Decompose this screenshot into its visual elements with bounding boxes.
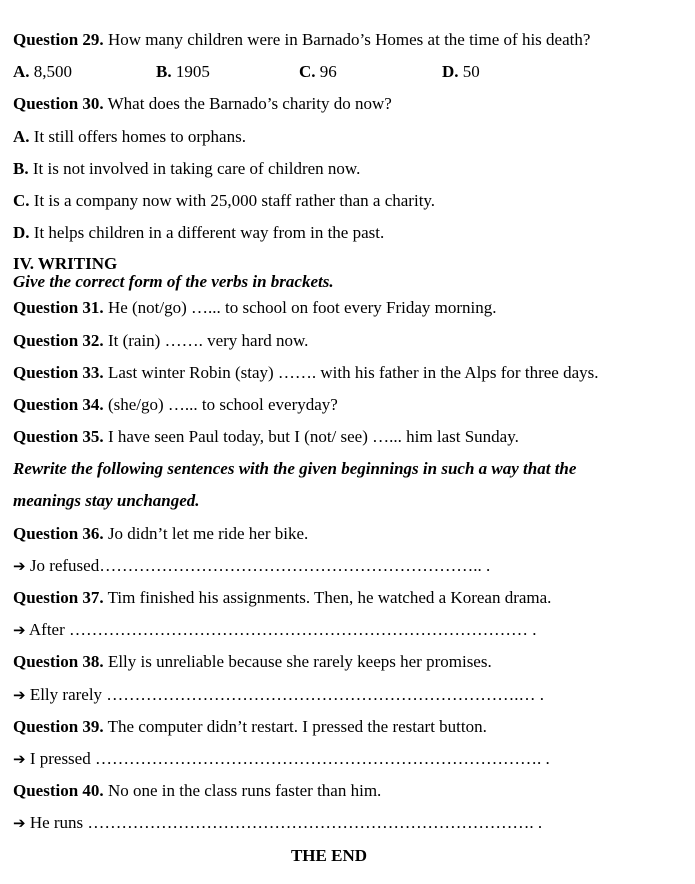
question-37 — [13, 582, 683, 614]
question-text: (she/go) …... to school everyday? — [103, 394, 338, 414]
question-text: It (rain) ……. very hard now. — [103, 330, 309, 350]
question-label: Question 34. — [13, 394, 104, 414]
question-label: Question 39. — [13, 716, 104, 736]
option-letter: C. — [299, 62, 316, 82]
question-text: Tim finished his assignments. Then, he watched a Korean drama. — [103, 588, 552, 607]
option-text: 8,500 — [29, 62, 73, 82]
question-text: What does the Barnado’s charity do now? — [103, 94, 392, 114]
option-text: It is not involved in taking care of children now. — [28, 158, 361, 178]
option-text: It still offers homes to orphans. — [29, 126, 246, 146]
question-35 — [13, 421, 683, 453]
arrow-right-icon: ➔ — [13, 556, 26, 575]
question-30-option-b — [13, 153, 683, 185]
question-text: The computer didn’t restart. I pressed the restart button. — [103, 716, 487, 736]
option-letter: A. — [13, 62, 30, 82]
question-text: Jo didn’t let me ride her bike. — [103, 523, 309, 543]
option-c — [299, 56, 442, 88]
question-30 — [13, 88, 683, 120]
question-label: Question 35. — [13, 427, 104, 447]
question-29 — [13, 24, 683, 56]
question-text: How many children were in Barnado’s Homes at the time of his death? — [103, 30, 591, 49]
question-label: Question 40. — [13, 781, 104, 801]
question-39 — [13, 711, 683, 743]
instruction-verbs: Give the correct form of the verbs in brackets. — [13, 272, 334, 292]
question-29-options — [13, 56, 683, 88]
question-label: Question 32. — [13, 330, 104, 350]
question-38 — [13, 646, 683, 678]
answer-prompt: He runs ……………………………………………………………………. . — [25, 813, 543, 833]
option-letter: B. — [13, 158, 29, 178]
question-30-option-c — [13, 185, 683, 217]
end-marker: THE END — [290, 845, 368, 865]
answer-prompt: After ……………………………………………………………………… . — [25, 620, 537, 640]
option-text: 96 — [315, 62, 337, 82]
option-letter: C. — [13, 190, 30, 210]
option-letter: D. — [13, 223, 30, 243]
option-d — [442, 56, 585, 88]
answer-prompt: I pressed ……………………………………………………………………. . — [25, 748, 550, 768]
arrow-right-icon: ➔ — [13, 685, 26, 704]
question-label: Question 33. — [13, 362, 104, 382]
question-34 — [13, 389, 683, 421]
arrow-right-icon: ➔ — [13, 749, 26, 768]
instruction-rewrite-line-2: meanings stay unchanged. — [13, 491, 200, 511]
question-text: No one in the class runs faster than him. — [103, 781, 382, 801]
question-label: Question 29. — [13, 30, 104, 49]
worksheet-page — [13, 24, 683, 872]
question-30-option-d — [13, 217, 683, 249]
question-40 — [13, 775, 683, 807]
answer-line-37 — [13, 614, 683, 646]
question-label: Question 38. — [13, 652, 104, 672]
arrow-right-icon: ➔ — [13, 621, 26, 640]
option-letter: A. — [13, 126, 30, 146]
question-31 — [13, 292, 683, 324]
answer-line-38 — [13, 679, 683, 711]
question-label: Question 36. — [13, 523, 104, 543]
option-text: 1905 — [171, 62, 210, 82]
option-letter: D. — [442, 62, 459, 82]
option-text: 50 — [458, 62, 480, 82]
answer-prompt: Jo refused………………………………………………………….. . — [25, 555, 491, 575]
answer-line-39 — [13, 743, 683, 775]
answer-prompt: Elly rarely ……………………………………………………………….… . — [25, 684, 545, 704]
question-text: Last winter Robin (stay) ……. with his father in the Alps for three days. — [103, 362, 599, 382]
option-text: It helps children in a different way from in the past. — [29, 223, 385, 243]
question-text: He (not/go) …... to school on foot every Friday morning. — [103, 298, 497, 318]
question-label: Question 37. — [13, 588, 104, 607]
answer-line-40 — [13, 807, 683, 839]
question-36 — [13, 518, 683, 550]
option-letter: B. — [156, 62, 172, 82]
question-text: I have seen Paul today, but I (not/ see) …... him last Sunday. — [103, 427, 519, 447]
section-heading: IV. WRITING — [13, 254, 118, 274]
option-b — [156, 56, 299, 88]
question-30-option-a — [13, 121, 683, 153]
option-a — [13, 56, 156, 88]
question-label: Question 31. — [13, 298, 104, 318]
question-text: Elly is unreliable because she rarely keeps her promises. — [103, 652, 492, 672]
arrow-right-icon: ➔ — [13, 814, 26, 833]
question-label: Question 30. — [13, 94, 104, 114]
instruction-rewrite-line-1: Rewrite the following sentences with the given beginnings in such a way that the — [13, 459, 577, 479]
question-32 — [13, 325, 683, 357]
answer-line-36 — [13, 550, 683, 582]
question-33 — [13, 357, 683, 389]
option-text: It is a company now with 25,000 staff rather than a charity. — [29, 190, 436, 210]
